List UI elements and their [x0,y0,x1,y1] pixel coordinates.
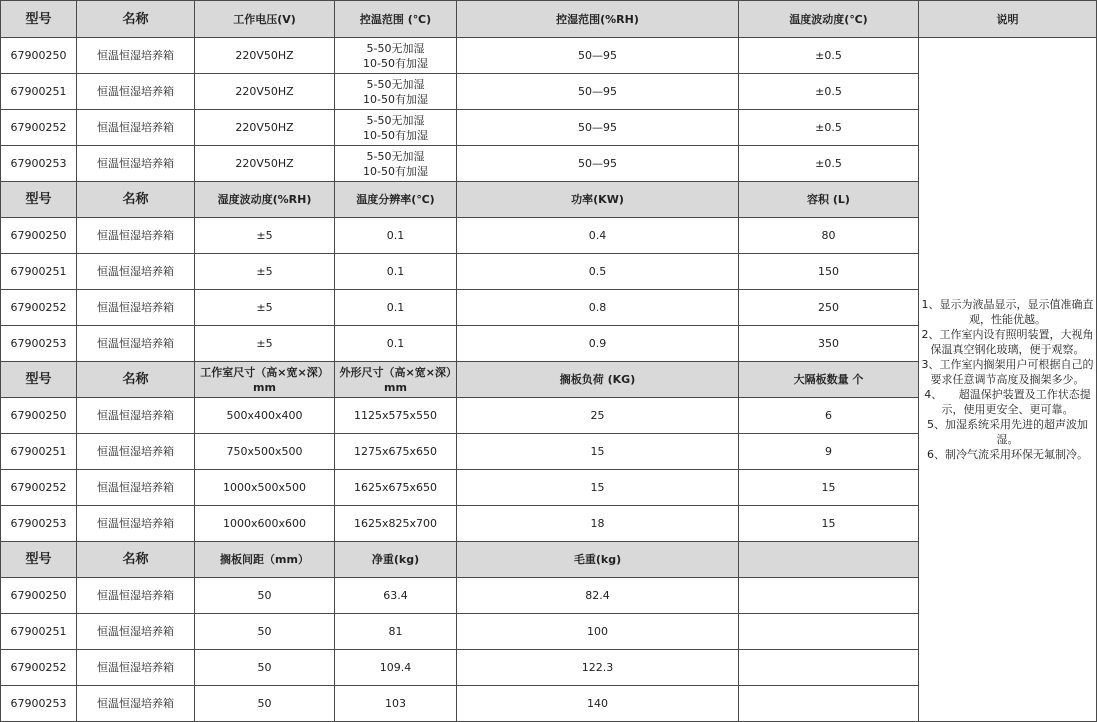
cell-name: 恒温恒湿培养箱 [77,578,195,614]
cell-name: 恒温恒湿培养箱 [77,506,195,542]
cell-col4: 1275x675x650 [335,434,457,470]
cell-col4 [335,146,457,182]
cell-model: 67900250 [1,38,77,74]
cell-col5: 100 [457,614,739,650]
cell-name: 恒温恒湿培养箱 [77,650,195,686]
cell-name: 恒温恒湿培养箱 [77,110,195,146]
cell-col3: 50 [195,686,335,722]
note-line-6: 6、制冷气流采用环保无氟制冷。 [927,448,1088,461]
section-1-header-row [1,1,1097,38]
header-cell-col6: 大隔板数量 个 [739,362,919,398]
cell-col6: ±0.5 [739,74,919,110]
header-cell-col5: 搁板负荷 (KG) [457,362,739,398]
header-cell-col3: 工作室尺寸（高×宽×深）mm [195,362,335,398]
note-line-2: 2、工作室内设有照明装置，大视角保温真空钢化玻璃，便于观察。 [921,328,1094,356]
cell-col6 [739,578,919,614]
cell-col6: ±0.5 [739,38,919,74]
cell-col3: 50 [195,650,335,686]
cell-name: 恒温恒湿培养箱 [77,254,195,290]
cell-model: 67900252 [1,470,77,506]
cell-col3: ±5 [195,290,335,326]
cell-col3: ±5 [195,326,335,362]
cell-model: 67900253 [1,686,77,722]
range-text: 5-50无加湿 10-50有加湿 [363,77,428,106]
cell-model: 67900250 [1,578,77,614]
cell-col6 [739,686,919,722]
header-cell-name: 名称 [77,1,195,38]
cell-col4: 1625x675x650 [335,470,457,506]
cell-model: 67900251 [1,74,77,110]
cell-model: 67900251 [1,254,77,290]
header-cell-name: 名称 [77,182,195,218]
cell-col3: 500x400x400 [195,398,335,434]
cell-col3: 1000x500x500 [195,470,335,506]
header-cell-col6 [739,542,919,578]
header-cell-name: 名称 [77,542,195,578]
cell-col3: 750x500x500 [195,434,335,470]
note-line-5: 5、加湿系统采用先进的超声波加湿。 [927,418,1088,446]
cell-col6: 150 [739,254,919,290]
cell-model: 67900253 [1,326,77,362]
cell-col5: 18 [457,506,739,542]
header-cell-col3: 工作电压(V) [195,1,335,38]
cell-col5: 50—95 [457,146,739,182]
cell-model: 67900251 [1,614,77,650]
cell-col4: 109.4 [335,650,457,686]
cell-col5: 82.4 [457,578,739,614]
cell-col4: 81 [335,614,457,650]
cell-model: 67900252 [1,650,77,686]
header-cell-col4: 温度分辨率(℃) [335,182,457,218]
cell-col4: 103 [335,686,457,722]
cell-col5: 140 [457,686,739,722]
header-cell-col4: 外形尺寸（高×宽×深）mm [335,362,457,398]
cell-col6: ±0.5 [739,110,919,146]
header-cell-model: 型号 [1,362,77,398]
header-cell-col3: 搁板间距（mm） [195,542,335,578]
header-cell-col4: 净重(kg) [335,542,457,578]
cell-col3: 220V50HZ [195,74,335,110]
cell-col4: 1625x825x700 [335,506,457,542]
cell-name: 恒温恒湿培养箱 [77,146,195,182]
cell-model: 67900253 [1,506,77,542]
header-cell-col6: 容积 (L) [739,182,919,218]
cell-name: 恒温恒湿培养箱 [77,434,195,470]
header-cell-col5: 毛重(kg) [457,542,739,578]
header-cell-model: 型号 [1,1,77,38]
cell-col4: 0.1 [335,290,457,326]
cell-col3: ±5 [195,218,335,254]
notes-cell [919,38,1097,722]
cell-col3: 1000x600x600 [195,506,335,542]
cell-col6: 9 [739,434,919,470]
range-text: 5-50无加湿 10-50有加湿 [363,113,428,142]
cell-col4: 1125x575x550 [335,398,457,434]
cell-col5: 0.5 [457,254,739,290]
header-cell-model: 型号 [1,542,77,578]
cell-col3: 220V50HZ [195,146,335,182]
header-cell-col6: 温度波动度(℃) [739,1,919,38]
header-cell-name: 名称 [77,362,195,398]
cell-col5: 122.3 [457,650,739,686]
cell-col6: 80 [739,218,919,254]
cell-name: 恒温恒湿培养箱 [77,74,195,110]
cell-col6: 6 [739,398,919,434]
cell-name: 恒温恒湿培养箱 [77,686,195,722]
cell-col5: 0.9 [457,326,739,362]
cell-name: 恒温恒湿培养箱 [77,398,195,434]
cell-col4 [335,74,457,110]
notes-header: 说明 [919,1,1097,38]
cell-col5: 50—95 [457,38,739,74]
cell-col4: 0.1 [335,254,457,290]
table-row [1,38,1097,74]
cell-col6: 250 [739,290,919,326]
cell-col5: 0.8 [457,290,739,326]
cell-name: 恒温恒湿培养箱 [77,326,195,362]
cell-name: 恒温恒湿培养箱 [77,290,195,326]
cell-col5: 50—95 [457,110,739,146]
note-line-4: 4、 超温保护装置及工作状态提示，使用更安全、更可靠。 [924,388,1091,416]
cell-col6: 350 [739,326,919,362]
cell-col3: 220V50HZ [195,110,335,146]
cell-col6: 15 [739,506,919,542]
range-text: 5-50无加湿 10-50有加湿 [363,149,428,178]
header-cell-model: 型号 [1,182,77,218]
cell-name: 恒温恒湿培养箱 [77,218,195,254]
cell-col5: 0.4 [457,218,739,254]
cell-model: 67900252 [1,290,77,326]
cell-col6: ±0.5 [739,146,919,182]
cell-col5: 50—95 [457,74,739,110]
header-cell-col5: 控湿范围(%RH) [457,1,739,38]
header-cell-col3: 湿度波动度(%RH) [195,182,335,218]
cell-col3: 50 [195,614,335,650]
cell-name: 恒温恒湿培养箱 [77,470,195,506]
cell-col3: ±5 [195,254,335,290]
cell-col5: 15 [457,434,739,470]
cell-model: 67900250 [1,218,77,254]
cell-col6 [739,614,919,650]
cell-model: 67900250 [1,398,77,434]
spec-table-body [1,1,1097,722]
cell-model: 67900253 [1,146,77,182]
cell-name: 恒温恒湿培养箱 [77,38,195,74]
cell-name: 恒温恒湿培养箱 [77,614,195,650]
header-cell-col5: 功率(KW) [457,182,739,218]
note-line-3: 3、工作室内搁架用户可根据自己的要求任意调节高度及搁架多少。 [921,358,1094,386]
cell-col4 [335,38,457,74]
cell-col5: 15 [457,470,739,506]
cell-col4: 63.4 [335,578,457,614]
cell-model: 67900252 [1,110,77,146]
header-cell-col4: 控温范围 (℃) [335,1,457,38]
cell-col4 [335,110,457,146]
cell-col3: 50 [195,578,335,614]
cell-model: 67900251 [1,434,77,470]
cell-col6 [739,650,919,686]
cell-col3: 220V50HZ [195,38,335,74]
cell-col6: 15 [739,470,919,506]
range-text: 5-50无加湿 10-50有加湿 [363,41,428,70]
cell-col5: 25 [457,398,739,434]
cell-col4: 0.1 [335,326,457,362]
cell-col4: 0.1 [335,218,457,254]
note-line-1: 1、显示为液晶显示，显示值准确直观，性能优越。 [921,298,1094,326]
